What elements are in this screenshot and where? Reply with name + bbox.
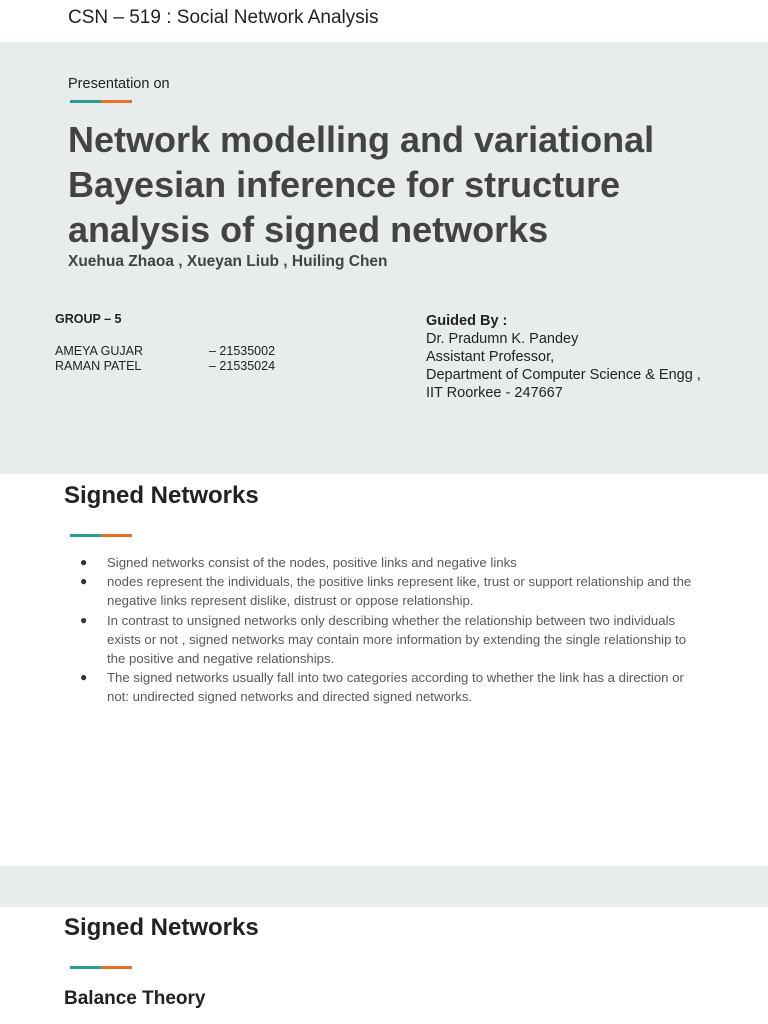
list-item bbox=[80, 668, 700, 706]
presentation-on-label: Presentation on bbox=[68, 76, 170, 92]
accent-orange-segment bbox=[101, 534, 132, 537]
accent-orange-segment bbox=[101, 966, 132, 969]
slide3-title: Signed Networks bbox=[64, 914, 259, 941]
list-item bbox=[80, 572, 700, 610]
title-accent-bar bbox=[70, 100, 132, 103]
group-label: GROUP – 5 bbox=[55, 312, 122, 326]
member-roll: – 21535024 bbox=[209, 359, 276, 373]
bullet-dot: ● bbox=[80, 670, 88, 685]
guide-position: Assistant Professor, bbox=[426, 349, 555, 365]
bullet-text: Signed networks consist of the nodes, positive links and negative links bbox=[107, 555, 517, 570]
bullet-dot: ● bbox=[80, 574, 88, 589]
accent-teal-segment bbox=[70, 534, 101, 537]
course-title: CSN – 519 : Social Network Analysis bbox=[68, 7, 379, 28]
accent-teal-segment bbox=[70, 966, 101, 969]
bullet-dot: ● bbox=[80, 555, 88, 569]
member-name: RAMAN PATEL bbox=[55, 359, 142, 373]
authors: Xuehua Zhaoa , Xueyan Liub , Huiling Chen bbox=[68, 253, 388, 270]
slide3-accent-bar bbox=[70, 966, 132, 969]
bullet-dot: ● bbox=[80, 612, 88, 627]
guide-heading: Guided By : bbox=[426, 313, 508, 329]
guide-institute: IIT Roorkee - 247667 bbox=[426, 385, 563, 401]
slide2-title: Signed Networks bbox=[64, 482, 259, 509]
slide-separator bbox=[0, 866, 768, 907]
bullet-text: In contrast to unsigned networks only describing whether the relationship between two individuals exists or not , signed networks may contain more information by extending the single relationship to the positive and negative relationships. bbox=[107, 612, 687, 667]
bullet-text: The signed networks usually fall into two categories according to whether the link has a direction or not: undirected signed networks and directed signed networks. bbox=[107, 670, 684, 705]
guide-name: Dr. Pradumn K. Pandey bbox=[426, 331, 579, 347]
slide2-bullet-list bbox=[80, 553, 700, 707]
guide-department: Department of Computer Science & Engg , bbox=[426, 367, 701, 383]
bullet-text: nodes represent the individuals, the positive links represent like, trust or support relationship and the negative links represent dislike, distrust or oppose relationship. bbox=[107, 574, 692, 609]
member-name: AMEYA GUJAR bbox=[55, 344, 143, 358]
list-item bbox=[80, 611, 700, 669]
accent-orange-segment bbox=[101, 100, 132, 103]
slide3-subtitle: Balance Theory bbox=[64, 988, 206, 1009]
list-item bbox=[80, 553, 700, 572]
member-roll: – 21535002 bbox=[209, 344, 276, 358]
slide2-accent-bar bbox=[70, 534, 132, 537]
presentation-title: Network modelling and variational Bayesian inference for structure analysis of signed networks bbox=[68, 119, 655, 250]
accent-teal-segment bbox=[70, 100, 101, 103]
